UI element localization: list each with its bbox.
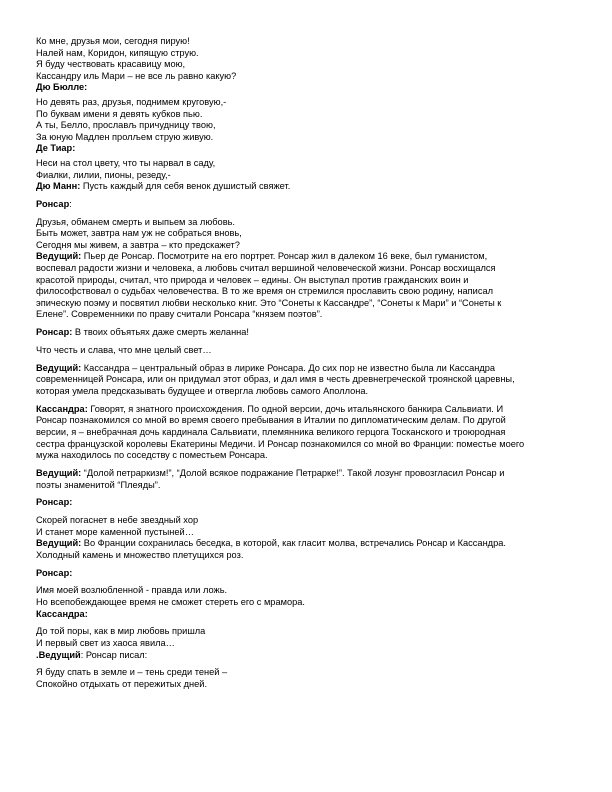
speaker-line: Дю Манн: Пусть каждый для себя венок душистый свяжет.	[36, 181, 291, 192]
speaker-line: Де Тиар:	[36, 143, 76, 154]
poem-line: И станет море каменной пустыней…	[36, 526, 194, 537]
poem-line: Имя моей возлюбленной - правда или ложь.	[36, 585, 228, 596]
poem-line: И первый свет из хаоса явила…	[36, 637, 175, 648]
paragraph-line: Кассандра: Говорят, я знатного происхождения. По одной версии, дочь итальянского банкира Сальвиати. И	[36, 403, 504, 414]
speaker-line: Ронсар: В твоих объятьях даже смерть желанна!	[36, 327, 249, 338]
paragraph-line: воспевал радости жизни и человека, а любовь считал вершиной человеческой жизни. Ронсар восхищался	[36, 263, 496, 274]
speaker-line: Ронсар:	[36, 497, 73, 508]
paragraph-line: сестра французской королевы Екатерины Медичи. И Ронсар познакомился со мной во Франции: поместье моего	[36, 438, 525, 449]
poem-line: Быть может, завтра нам уж не собраться вновь,	[36, 228, 242, 239]
paragraph-line: Ведущий: Пьер де Ронсар. Посмотрите на его портрет. Ронсар жил в далеком 16 веке, был гуманистом,	[36, 251, 488, 262]
paragraph-line: которая умела предсказывать будущее и отвергла любовь самого Аполлона.	[36, 385, 369, 396]
paragraph-line: Холодный камень и множество плетущихся роз.	[36, 549, 244, 560]
speaker-line: .Ведущий: Ронсар писал:	[36, 649, 148, 660]
poem-line: Ко мне, друзья мои, сегодня пирую!	[36, 36, 190, 46]
poem-line: Налей нам, Коридон, кипящую струю.	[36, 47, 199, 58]
paragraph-line: эпическую поэму и посвятил любви несколько книг. Это “Сонеты к Кассандре”, “Сонеты к Мари” и “Сонеты к	[36, 297, 502, 308]
paragraph-line: Ведущий: “Долой петраркизм!”, “Долой всякое подражание Петрарке!”. Такой лозунг провозгласил Ронсар и	[36, 467, 505, 478]
poem-line: Неси на стол цвету, что ты нарвал в саду,	[36, 157, 216, 168]
paragraph-line: современницей Ронсара, или он придумал этот образ, и дал имя в честь древнегреческой троянской царевны,	[36, 374, 515, 385]
paragraph-line: поэты знаменитой “Плеяды”.	[36, 479, 161, 490]
poem-line: Фиалки, лилии, пионы, резеду,-	[36, 169, 171, 180]
speaker-line: Кассандра:	[36, 608, 88, 619]
paragraph-line: Ведущий: Кассандра – центральный образ в лирике Ронсара. До сих пор не известно была ли Кассандра	[36, 362, 496, 373]
poem-line: А ты, Белло, прослављ причудницу твою,	[36, 120, 216, 131]
poem-line: Сегодня мы живем, а завтра – кто предскажет?	[36, 239, 240, 250]
poem-line: За юную Мадлен пролљем струю живую.	[36, 131, 214, 142]
document-page	[36, 36, 581, 691]
poem-line: Спокойно отдыхать от пережитых дней.	[36, 678, 208, 689]
paragraph-line: Елене”. Современники по праву считали Ронсара “князем поэтов”.	[36, 309, 323, 320]
poem-line: Друзья, обманем смерть и выпьем за любовь.	[36, 216, 235, 227]
poem-line: По буквам имени я девять кубков пью.	[36, 108, 203, 119]
poem-line: До той поры, как в мир любовь пришла	[36, 626, 206, 637]
poem-line: Я буду спать в земле и – тень среди теней –	[36, 667, 228, 678]
speaker-line: Ронсар:	[36, 567, 73, 578]
poem-line: Но всепобеждающее время не сможет стереть его с мрамора.	[36, 597, 305, 607]
poem-line: Но девять раз, друзья, поднимем круговую,-	[36, 96, 227, 107]
poem-line: Скорей погаснет в небе звездный хор	[36, 515, 199, 526]
paragraph-line: философствовал о судьбах человечества. В то же время он стремился прославить свою родину, написал	[36, 286, 493, 297]
paragraph-line: Ведущий: Во Франции сохранилась беседка, в которой, как гласит молва, встречались Ронсар и Кассандра.	[36, 538, 506, 549]
paragraph-line: красотой природы, считал, что природа и человек – едины. Он выступал против гражданских воин и	[36, 274, 469, 285]
paragraph-line: версии, я – внебрачная дочь кардинала Сальвиати, племянника великого герцога Тосканского и троюродная	[36, 426, 506, 437]
poem-line: Что честь и слава, что мне целый свет…	[36, 345, 212, 355]
speaker-line: Ронсар:	[36, 198, 72, 209]
paragraph-line: Ронсар познакомился со мной во время своего пребывания в Италии по дипломатическим делам. По другой	[36, 415, 506, 426]
poem-line: Кассандру иль Мари – не все ль равно какую?	[36, 70, 237, 81]
poem-line: Я буду чествовать красавицу мою,	[36, 59, 186, 70]
speaker-line: Дю Бюлле:	[36, 82, 88, 93]
paragraph-line: мужа находилось по соседству с поместьем Ронсара.	[36, 450, 268, 461]
